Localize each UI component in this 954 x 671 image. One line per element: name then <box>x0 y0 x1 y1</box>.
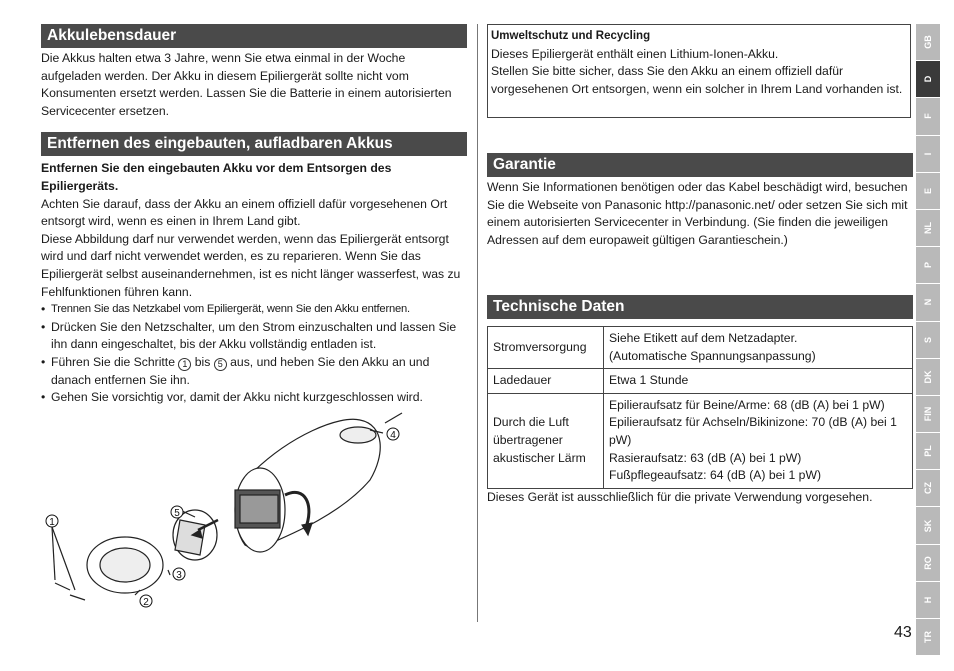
table-row <box>488 393 913 488</box>
language-tab-fin[interactable]: FIN <box>916 396 940 433</box>
table-row <box>488 369 913 394</box>
heading-garantie: Garantie <box>487 153 913 177</box>
step-number: 5 <box>214 358 227 371</box>
language-tab-i[interactable]: I <box>916 136 940 173</box>
garantie-section <box>487 153 913 249</box>
callout-3: 3 <box>176 570 182 581</box>
language-tab-pl[interactable]: PL <box>916 433 940 470</box>
recycling-line: Dieses Epiliergerät enthält einen Lithium-Ionen-Akku. <box>491 46 779 61</box>
spec-table <box>487 326 913 489</box>
paragraph: Die Akkus halten etwa 3 Jahre, wenn Sie etwa einmal in der Woche aufgeladen werden. Der Akku in diesem Epiliergerät sollte nicht vom Konsumenten ersetzt werden. Lassen Sie die Batterie in einem autorisierten Servicecenter ersetzen. <box>41 51 452 118</box>
battery-removal-illustration <box>40 405 470 615</box>
language-tab-n[interactable]: N <box>916 284 940 321</box>
language-tab-gb[interactable]: GB <box>916 24 940 61</box>
heading-technische-daten: Technische Daten <box>487 295 913 319</box>
language-tab-cz[interactable]: CZ <box>916 470 940 507</box>
step-number: 1 <box>178 358 191 371</box>
spec-key: Stromversorgung <box>488 327 604 369</box>
list-item: • Trennen Sie das Netzkabel vom Epiliergerät, wenn Sie den Akku entfernen. <box>41 302 410 317</box>
recycling-line: Stellen Sie bitte sicher, dass Sie den Akku an einem offiziell dafür vorgesehenen Ort entsorgen, wenn ein solcher in Ihrem Land vorhanden ist. <box>491 64 903 96</box>
language-tab-d[interactable]: D <box>916 61 940 98</box>
heading-akkulebensdauer: Akkulebensdauer <box>41 24 467 48</box>
left-column <box>41 24 467 407</box>
page-number: 43 <box>894 624 912 641</box>
language-tab-tr[interactable]: TR <box>916 619 940 656</box>
language-tab-p[interactable]: P <box>916 247 940 284</box>
garantie-text: Wenn Sie Informationen benötigen oder das Kabel beschädigt wird, besuchen Sie die Webseite von Panasonic http://panasonic.net/ oder setzen Sie sich mit einem autorisierten Servicecenter in Verbindung. (Sie finden die jeweiligen Adressen auf dem europaweit gültigen Garantieschein.) <box>487 180 908 247</box>
language-tab-f[interactable]: F <box>916 98 940 135</box>
language-tab-e[interactable]: E <box>916 173 940 210</box>
callout-4: 4 <box>390 430 396 441</box>
language-tab-dk[interactable]: DK <box>916 359 940 396</box>
language-tab-s[interactable]: S <box>916 322 940 359</box>
recycling-title: Umweltschutz und Recycling <box>491 30 651 42</box>
spec-value: Siehe Etikett auf dem Netzadapter. (Automatische Spannungsanpassung) <box>604 327 913 369</box>
callout-1: 1 <box>49 517 55 528</box>
callout-5: 5 <box>174 508 180 519</box>
callout-2: 2 <box>143 597 149 608</box>
usage-note: Dieses Gerät ist ausschließlich für die private Verwendung vorgesehen. <box>487 490 873 504</box>
tech-heading-wrap <box>487 295 913 319</box>
spec-key: Ladedauer <box>488 369 604 394</box>
column-divider <box>477 24 478 622</box>
spec-value: Etwa 1 Stunde <box>604 369 913 394</box>
language-tab-sk[interactable]: SK <box>916 507 940 544</box>
list-item: • Führen Sie die Schritte 1 bis 5 aus, und heben Sie den Akku an und danach entfernen Sie ihn. <box>41 354 430 387</box>
language-tab-h[interactable]: H <box>916 582 940 619</box>
list-item: • Gehen Sie vorsichtig vor, damit der Akku nicht kurzgeschlossen wird. <box>41 390 423 405</box>
bold-instruction: Entfernen Sie den eingebauten Akku vor dem Entsorgen des Epiliergeräts. <box>41 161 392 193</box>
language-tab-ro[interactable]: RO <box>916 545 940 582</box>
language-tabs <box>916 24 940 656</box>
recycling-box <box>487 24 911 118</box>
heading-entfernen: Entfernen des eingebauten, aufladbaren Akkus <box>41 132 467 156</box>
list-item: • Drücken Sie den Netzschalter, um den Strom einzuschalten und lassen Sie ihn dann eingeschaltet, bis der Akku vollständig entladen ist. <box>41 319 457 352</box>
table-row <box>488 327 913 369</box>
paragraph: Diese Abbildung darf nur verwendet werden, wenn das Epiliergerät entsorgt wird und darf nicht verwendet werden, es zu reparieren. Wenn Sie das Epiliergerät selbst auseinandernehmen, ist es nicht länger wasserfest, was zu Fehlfunktionen führen kann. <box>41 231 461 299</box>
spec-key: Durch die Luft übertragener akustischer Lärm <box>488 393 604 488</box>
language-tab-nl[interactable]: NL <box>916 210 940 247</box>
paragraph: Achten Sie darauf, dass der Akku an einem offiziell dafür vorgesehenen Ort entsorgt wird, wenn es einen in Ihrem Land gibt. <box>41 196 448 229</box>
spec-value: Epilieraufsatz für Beine/Arme: 68 (dB (A) bei 1 pW) Epilieraufsatz für Achseln/Bikinizone: 70 (dB (A) bei 1 pW) Rasieraufsatz: 63 (dB (A) bei 1 pW) Fußpflegeaufsatz: 64 (dB (A) bei 1 pW) <box>604 393 913 488</box>
